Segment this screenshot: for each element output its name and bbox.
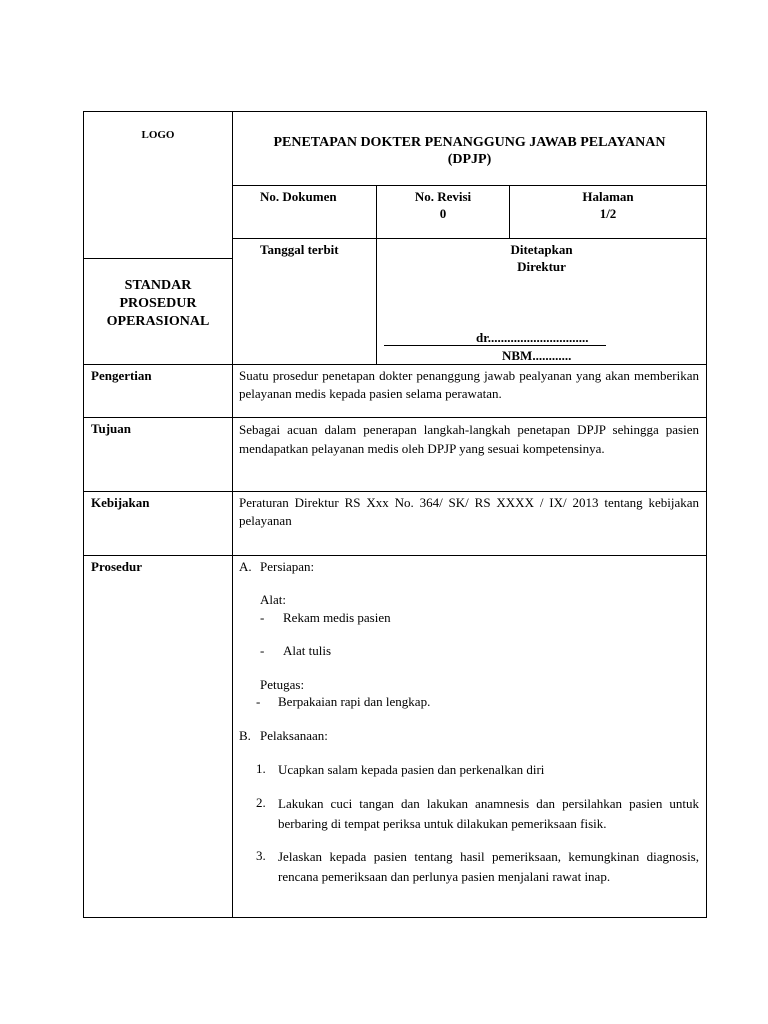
issue-date-label: Tanggal terbit: [260, 242, 339, 257]
row-divider-pengertian: [83, 364, 707, 365]
alat-bullet-1: -: [260, 610, 265, 625]
document-title-line1: PENETAPAN DOKTER PENANGGUNG JAWAB PELAYANAN: [273, 135, 666, 150]
kebijakan-text: Peraturan Direktur RS Xxx No. 364/ SK/ RS XXXX / IX/ 2013 tentang kebijakan pelayanan: [239, 495, 699, 528]
pengertian-text: Suatu prosedur penetapan dokter penanggung jawab pealyanan yang akan memberikan pelayanan medis kepada pasien selama perawatan.: [239, 368, 699, 401]
row-divider-tujuan: [83, 417, 707, 418]
approved-role: Direktur: [517, 259, 566, 274]
row-divider-prosedur: [83, 555, 707, 556]
section-b-marker: B.: [239, 728, 251, 743]
doc-number-label: No. Dokumen: [260, 189, 337, 204]
logo-cell-divider: [83, 258, 233, 259]
step-number-2: 2.: [256, 795, 266, 810]
section-a-marker: A.: [239, 559, 252, 574]
step-number-1: 1.: [256, 761, 266, 776]
logo-placeholder: LOGO: [141, 129, 175, 141]
page-label: Halaman: [582, 189, 634, 204]
pengertian-label: Pengertian: [91, 368, 152, 383]
alat-item-2: Alat tulis: [283, 643, 332, 658]
alat-item-1: Rekam medis pasien: [283, 610, 391, 625]
step-text-2: Lakukan cuci tangan dan lakukan anamnesis dan persilahkan pasien untuk berbaring di tempat periksa untuk dilakukan pemeriksaan fisik.: [278, 796, 699, 831]
section-b-title: Pelaksanaan:: [260, 728, 328, 743]
signature-name: dr...............................: [476, 330, 589, 345]
revision-value: 0: [439, 206, 447, 221]
tujuan-text: Sebagai acuan dalam penerapan langkah-langkah penetapan DPJP sehingga pasien mendapatkan pelayanan medis oleh DPJP yang sesuai kompetensinya.: [239, 422, 699, 456]
column-divider: [232, 111, 233, 918]
approved-label: Ditetapkan: [510, 242, 573, 257]
table-border-left: [83, 111, 84, 918]
kebijakan-label: Kebijakan: [91, 495, 150, 510]
table-border-bottom: [83, 917, 707, 918]
signature-nbm: NBM............: [502, 348, 572, 363]
section-a-title: Persiapan:: [260, 559, 315, 574]
step-text-3: Jelaskan kepada pasien tentang hasil pemeriksaan, kemungkinan diagnosis, rencana pemeriksaan dan perlunya pasien menjalani rawat inap.: [278, 849, 699, 884]
petugas-item-1: Berpakaian rapi dan lengkap.: [278, 694, 431, 709]
petugas-bullet-1: -: [256, 694, 261, 709]
prosedur-label: Prosedur: [91, 559, 143, 574]
step-number-3: 3.: [256, 848, 266, 863]
table-border-right: [706, 111, 707, 918]
document-title-line2: (DPJP): [447, 152, 492, 167]
page-value: 1/2: [599, 206, 617, 221]
sop-heading-line3: OPERASIONAL: [106, 314, 210, 329]
header-title-divider: [232, 185, 707, 186]
sop-heading-line2: PROSEDUR: [119, 296, 197, 311]
petugas-label: Petugas:: [260, 677, 305, 692]
revision-label: No. Revisi: [414, 189, 472, 204]
row-divider-kebijakan: [83, 491, 707, 492]
alat-label: Alat:: [260, 592, 286, 607]
tujuan-label: Tujuan: [91, 421, 131, 436]
alat-bullet-2: -: [260, 643, 265, 658]
header-docinfo-divider: [232, 238, 707, 239]
sop-heading-line1: STANDAR: [124, 278, 192, 293]
step-text-1: Ucapkan salam kepada pasien dan perkenalkan diri: [278, 762, 545, 777]
table-border-top: [83, 111, 707, 112]
